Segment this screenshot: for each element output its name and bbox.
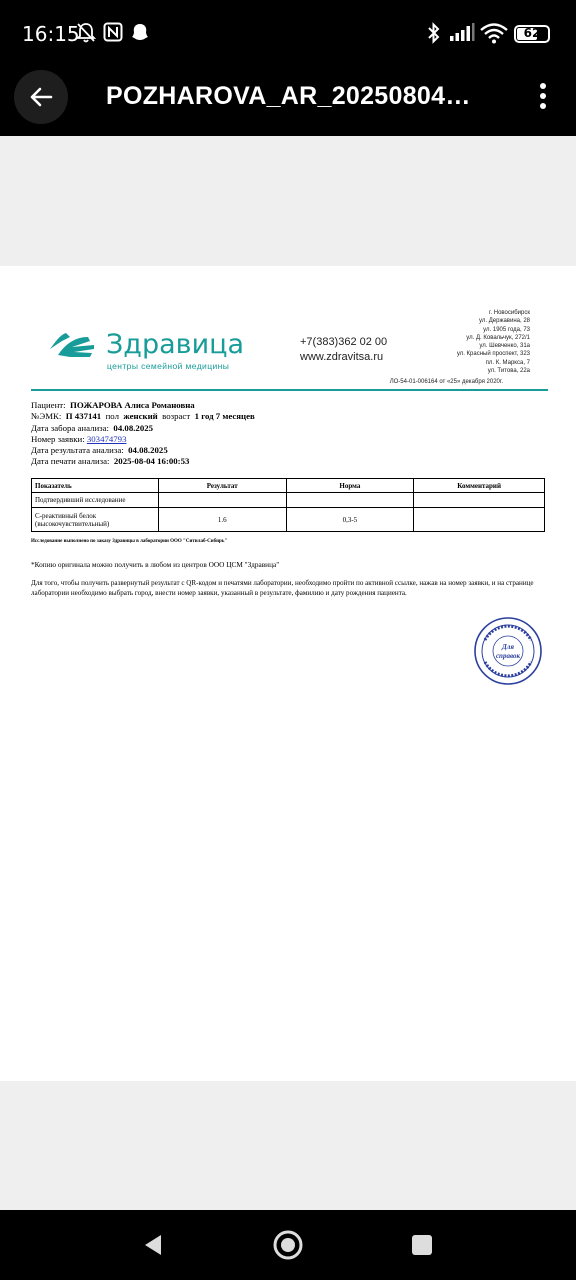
wifi-icon (480, 22, 508, 49)
battery-icon (514, 25, 550, 43)
phone-number: +7(383)362 02 00 (300, 336, 388, 348)
clock: 16:15 (22, 22, 80, 46)
age-value: 1 год 7 месяцев (194, 411, 255, 422)
arrow-back-icon (14, 70, 68, 124)
table-cell (286, 493, 414, 508)
sample-date-label: Дата забора анализа: (31, 422, 110, 433)
table-header-row (32, 479, 545, 493)
brand-name: Здравица (106, 329, 245, 360)
address-line: ул. Д. Ковальчук, 272/1 (466, 334, 530, 341)
header-divider (31, 389, 548, 391)
notification-app-icon (130, 22, 150, 47)
address-line: ул. Шевченко, 31а (479, 343, 530, 350)
app-toolbar (0, 58, 576, 136)
sex-label: пол (105, 411, 119, 422)
instructions-text: Для того, чтобы получить развернутый результат с QR-кодом и печатями лаборатории, необходимо пройти по активной ссылке, нажав на номер заявки, и на странице лаборатории необходимо выбрать город, внести номер заявки, указанный в результате, фамилию и дату рождения пациента. (31, 579, 534, 597)
address-line: ул. Красный проспект, 323 (456, 351, 530, 358)
table-cell (158, 493, 286, 508)
website: www.zdravitsa.ru (300, 351, 384, 363)
sex-value: женский (123, 411, 158, 422)
result-date-label: Дата результата анализа: (31, 445, 124, 456)
stamp-text: Для (502, 643, 514, 651)
patient-info (31, 400, 255, 468)
stamp-seal-icon (473, 616, 543, 686)
column-header: Комментарий (414, 479, 545, 493)
patient-label: Пациент: (31, 400, 66, 410)
stamp-text: справок (495, 652, 521, 660)
nav-home-icon[interactable] (272, 1229, 304, 1261)
signal-icon (449, 22, 475, 47)
mute-bell-icon (76, 22, 96, 49)
address-line: ул. Титова, 22а (487, 368, 530, 375)
copy-note: *Копию оригинала можно получить в любом из центров ООО ЦСМ "Здравица" (31, 560, 280, 569)
more-options-button[interactable] (530, 80, 556, 114)
emk-label: №ЭМК: (31, 411, 62, 422)
address-line: г. Новосибирск (488, 310, 530, 316)
age-label: возраст (162, 411, 191, 422)
document-title: POZHAROVA_AR_20250804… (106, 82, 471, 110)
sample-date: 04.08.2025 (113, 422, 154, 433)
table-row (32, 493, 545, 508)
brand-tagline: центры семейной медицины (107, 361, 230, 371)
battery-level: 62 (523, 26, 541, 40)
address-list (350, 309, 530, 375)
system-nav-bar (0, 1210, 576, 1280)
results-table (31, 478, 545, 532)
address-line: ул. 1905 года, 73 (483, 326, 530, 333)
column-header: Норма (286, 479, 414, 493)
patient-name: ПОЖАРОВА Алиса Романовна (69, 400, 195, 410)
emk-number: П 437141 (65, 411, 102, 422)
table-cell: С-реактивный белок (высокочувствительный) (32, 508, 159, 532)
order-number-link[interactable]: 303474793 (86, 433, 127, 444)
order-label: Номер заявки: (31, 433, 85, 444)
bluetooth-icon (426, 22, 442, 49)
column-header: Показатель (32, 479, 159, 493)
nav-recents-icon[interactable] (411, 1234, 433, 1256)
address-line: пл. К. Маркса, 7 (485, 359, 530, 366)
table-cell: Подтвердивший исследование (32, 493, 159, 508)
address-line: ул. Державина, 28 (479, 318, 530, 325)
document-page (0, 266, 576, 1081)
table-cell: 0,3-5 (286, 508, 414, 532)
table-cell: 1.6 (158, 508, 286, 532)
status-bar (0, 0, 576, 58)
table-cell (414, 508, 545, 532)
result-date: 04.08.2025 (128, 445, 168, 456)
table-row (32, 508, 545, 532)
more-vert-icon (530, 80, 556, 114)
print-date-label: Дата печати анализа: (31, 456, 110, 467)
back-button[interactable] (14, 70, 68, 124)
lab-note: Исследование выполнено по заказу Здравицы в лаборатории ООО "Ситилаб-Сибирь" (31, 539, 228, 544)
print-date: 2025-08-04 16:00:53 (113, 456, 190, 467)
zdravitsa-logo-icon (48, 327, 102, 366)
nfc-icon (103, 22, 123, 47)
license-number: ЛО-54-01-006164 от «25» декабря 2020г. (389, 379, 503, 385)
table-cell (414, 493, 545, 508)
nav-back-icon[interactable] (141, 1233, 165, 1257)
column-header: Результат (158, 479, 286, 493)
